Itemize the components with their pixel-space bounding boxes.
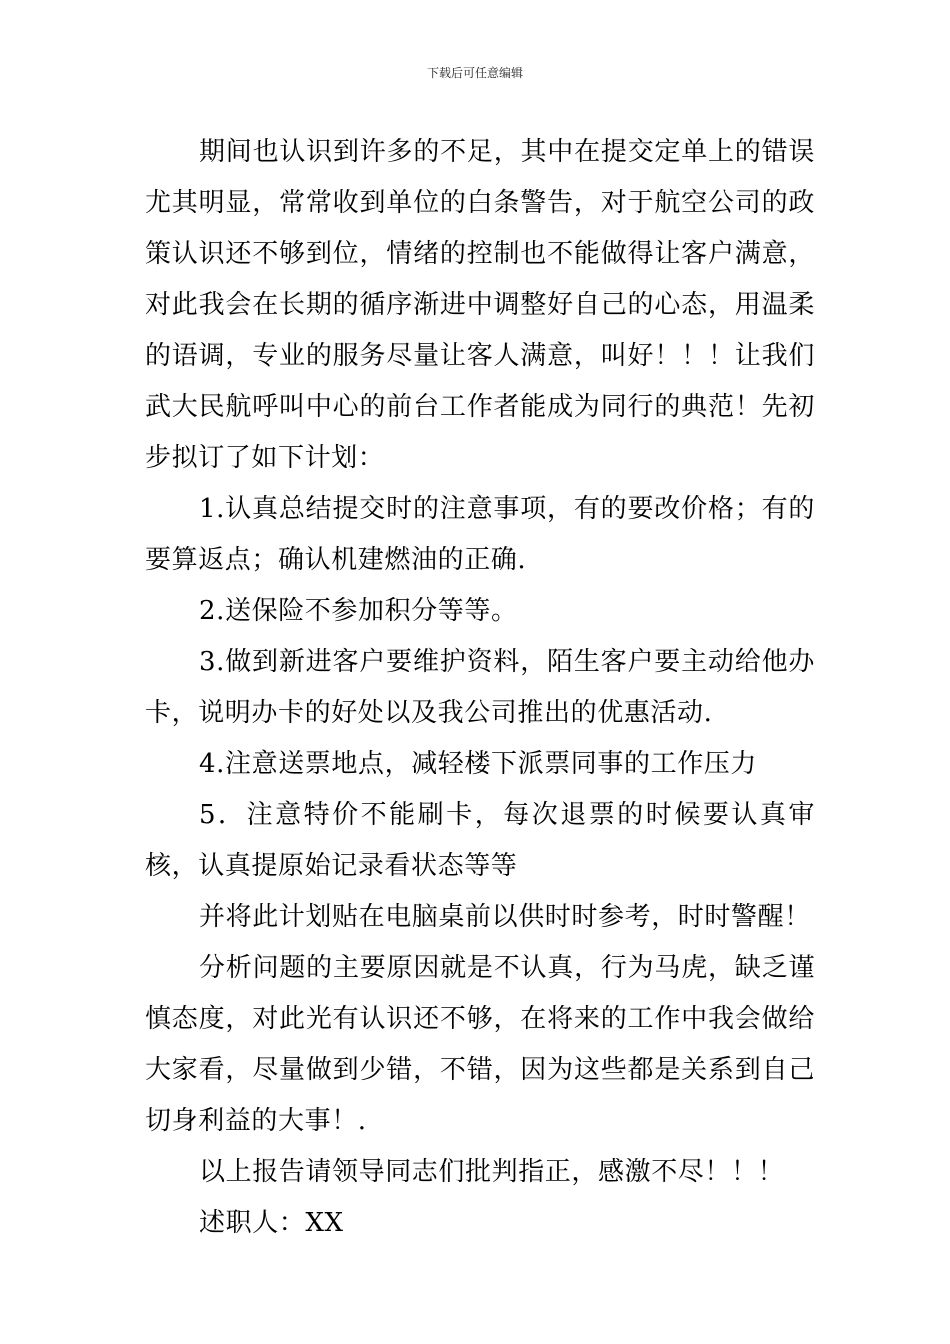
plan-item-5: 5．注意特价不能刷卡，每次退票的时候要认真审核，认真提原始记录看状态等等 — [145, 800, 815, 881]
document-body — [145, 127, 815, 1249]
plan-item-3: 3.做到新进客户要维护资料，陌生客户要主动给他办卡，说明办卡的好处以及我公司推出的优惠活动. — [145, 647, 815, 728]
plan-item-4: 4.注意送票地点，减轻楼下派票同事的工作压力 — [199, 749, 758, 779]
paragraph-closing: 以上报告请领导同志们批判指正，感激不尽！！！ — [199, 1157, 785, 1187]
signature-line: 述职人：XX — [199, 1208, 344, 1238]
plan-item-2: 2.送保险不参加积分等等。 — [199, 596, 518, 626]
paragraph-reminder: 并将此计划贴在电脑桌前以供时时参考，时时警醒！ — [199, 902, 811, 932]
paragraph-intro: 期间也认识到许多的不足，其中在提交定单上的错误尤其明显，常常收到单位的白条警告，对于航空公司的政策认识还不够到位，情绪的控制也不能做得让客户满意，对此我会在长期的循序渐进中调整好自己的心态，用温柔的语调，专业的服务尽量让客人满意，叫好！！！让我们武大民航呼叫中心的前台工作者能成为同行的典范！先初步拟订了如下计划： — [145, 137, 815, 473]
paragraph-analysis: 分析问题的主要原因就是不认真，行为马虎，缺乏谨慎态度，对此光有认识还不够，在将来的工作中我会做给大家看，尽量做到少错，不错，因为这些都是关系到自己切身利益的大事！. — [145, 953, 815, 1136]
plan-item-1: 1.认真总结提交时的注意事项，有的要改价格；有的要算返点；确认机建燃油的正确. — [145, 494, 815, 575]
page-header-note: 下载后可任意编辑 — [426, 66, 523, 80]
